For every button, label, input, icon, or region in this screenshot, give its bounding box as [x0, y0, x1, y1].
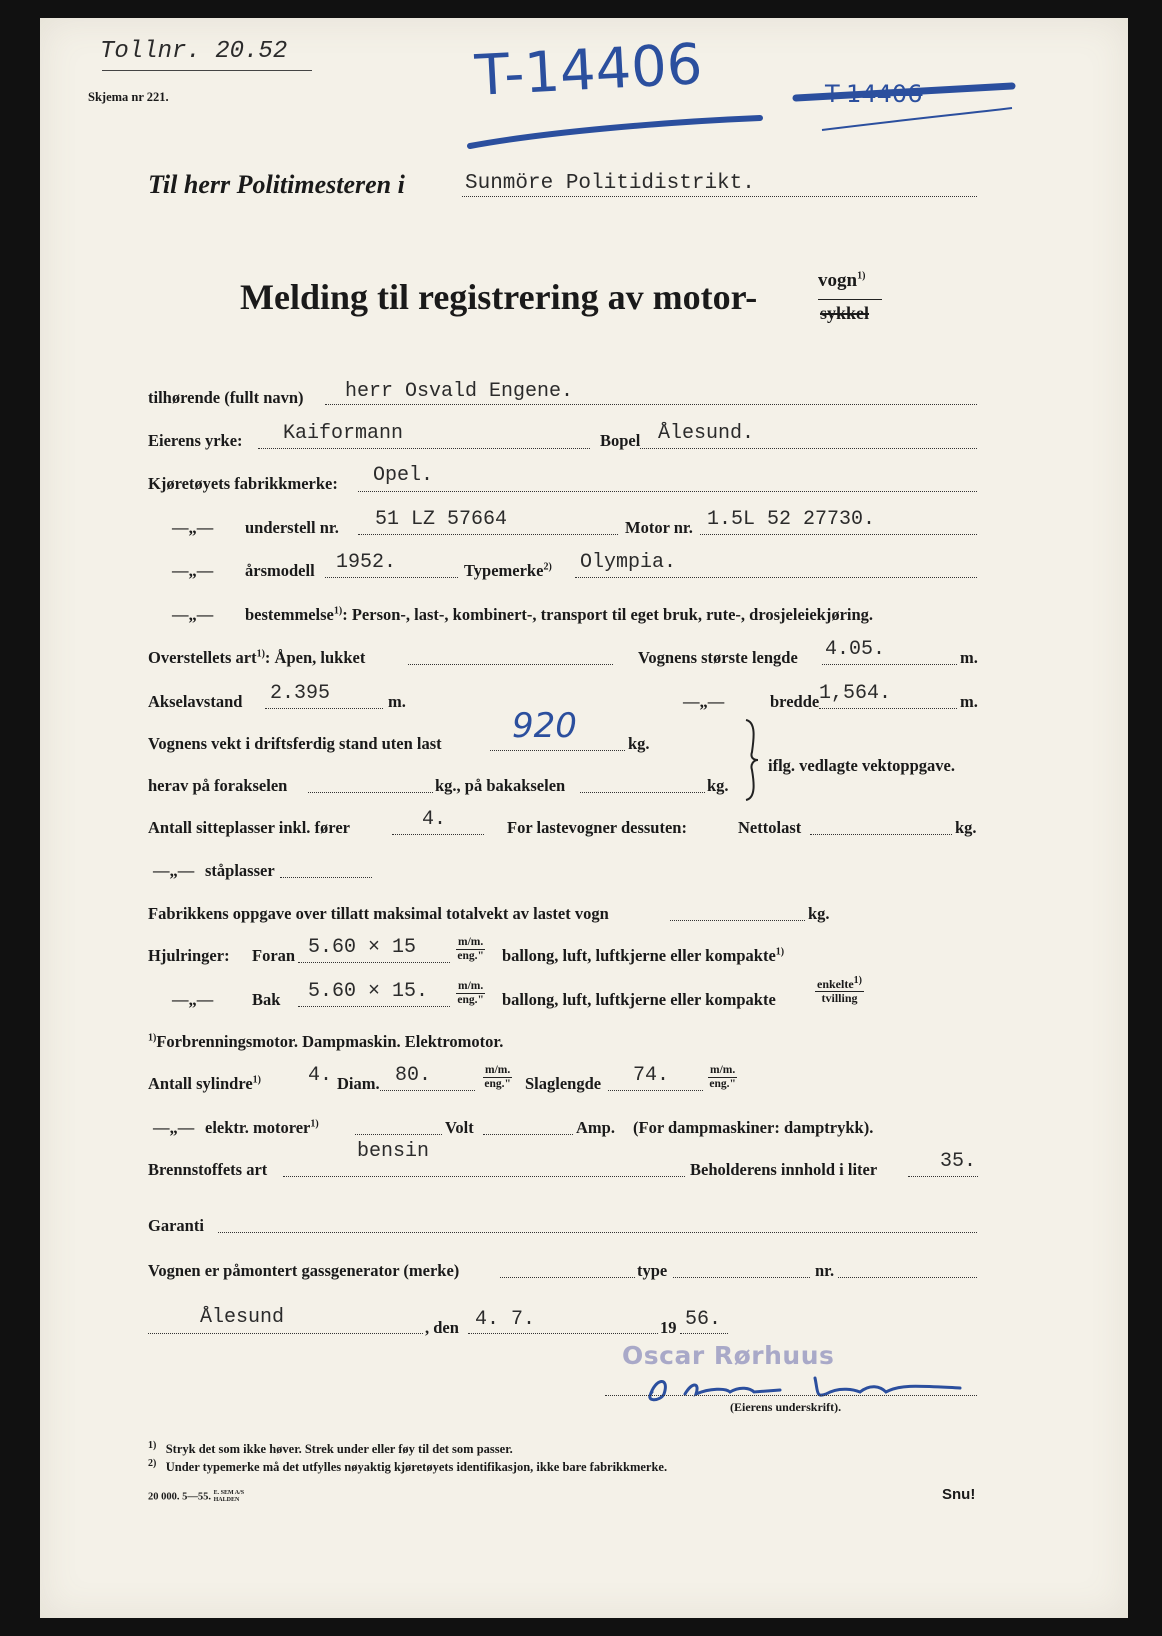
fuel-line	[283, 1176, 685, 1177]
seats-value: 4.	[422, 808, 447, 831]
tyres-rear-label: Bak	[252, 990, 281, 1009]
weight-line	[490, 750, 625, 751]
stroke-line	[608, 1090, 703, 1091]
max-weight-unit: kg.	[808, 904, 830, 923]
printer-name: E. SEM A/S HALDEN	[213, 1490, 245, 1503]
chassis-value: 51 LZ 57664	[375, 508, 508, 531]
gasgen-type-line	[673, 1277, 810, 1278]
ditto-mark: —„—	[153, 1118, 195, 1137]
residence-label: Bopel	[600, 431, 641, 450]
occupation-label: Eierens yrke:	[148, 431, 243, 450]
stroke-unit: $\frac{m/m.}{\text{eng."}}$	[709, 1064, 736, 1090]
type-line	[575, 577, 977, 578]
occupation-line	[258, 448, 590, 449]
tank-line	[908, 1176, 978, 1177]
year-label: årsmodell	[245, 561, 315, 580]
amp-label: Amp.	[576, 1118, 615, 1137]
rear-axle-label: kg., på bakakselen	[435, 776, 566, 795]
tyres-front-line	[298, 962, 450, 963]
ditto-mark: —„—	[683, 692, 725, 711]
volt-line	[483, 1134, 573, 1135]
tyres-front-unit: $\frac{m/m.}{\text{eng."}}$	[457, 936, 484, 962]
width-line	[819, 708, 957, 709]
curly-brace	[740, 718, 762, 802]
volt-label: Volt	[445, 1118, 474, 1137]
front-axle-label: herav på forakselen	[148, 776, 288, 795]
year-line	[325, 577, 458, 578]
title-divider	[818, 299, 882, 300]
wheelbase-value: 2.395	[270, 682, 331, 705]
wheelbase-label: Akselavstand	[148, 692, 243, 711]
elmotor-label: elektr. motorer$^{1)}$	[205, 1118, 319, 1137]
weight-unit: kg.	[628, 734, 650, 753]
turn-over-note: Snu!	[942, 1486, 976, 1503]
netload-line	[810, 834, 952, 835]
rear-axle-unit: kg.	[707, 776, 729, 795]
elmotor-line	[355, 1134, 442, 1135]
max-weight-label: Fabrikkens oppgave over tillatt maksimal totalvekt av lastet vogn	[148, 904, 609, 923]
residence-value: Ålesund.	[658, 422, 755, 445]
wheelbase-line	[265, 708, 383, 709]
truck-label: For lastevogner dessuten:	[507, 818, 687, 837]
year-line	[680, 1333, 728, 1334]
width-label: bredde	[770, 692, 820, 711]
length-line	[822, 664, 957, 665]
title-option-sykkel: sykkel	[820, 303, 870, 323]
max-weight-line	[670, 920, 805, 921]
form-title: Melding til registrering av motor-	[240, 277, 758, 317]
motor-kind: $^{1)}$Forbrenningsmotor. Dampmaskin. Elektromotor.	[148, 1032, 504, 1051]
fuel-value: bensin	[357, 1140, 430, 1163]
stroke-value: 74.	[633, 1064, 670, 1087]
tyres-front-label: Foran	[252, 946, 296, 965]
addressee-label: Til herr Politimesteren i	[148, 170, 405, 199]
form-sheet	[40, 18, 1128, 1618]
owner-label: tilhørende (fullt navn)	[148, 388, 304, 407]
tyres-rear-unit: $\frac{m/m.}{\text{eng."}}$	[457, 980, 484, 1006]
make-value: Opel.	[373, 464, 434, 487]
diam-value: 80.	[395, 1064, 432, 1087]
diam-line	[380, 1090, 475, 1091]
fuel-label: Brennstoffets art	[148, 1160, 268, 1179]
gasgen-label: Vognen er påmontert gassgenerator (merke)	[148, 1261, 460, 1280]
engine-label: Motor nr.	[625, 518, 693, 537]
engine-line	[700, 534, 977, 535]
tyres-rear-line	[298, 1006, 450, 1007]
print-info: 20 000. 5—55. E. SEM A/S HALDEN	[148, 1490, 266, 1504]
chassis-label: understell nr.	[245, 518, 339, 537]
weight-label: Vognens vekt i driftsferdig stand uten last	[148, 734, 442, 753]
weight-note: iflg. vedlagte vektoppgave.	[768, 756, 955, 775]
guarantee-line	[218, 1232, 977, 1233]
make-label: Kjøretøyets fabrikkmerke:	[148, 474, 338, 493]
occupation-value: Kaiformann	[283, 422, 404, 445]
wheelbase-unit: m.	[388, 692, 406, 711]
make-line	[358, 491, 977, 492]
diam-label: Diam.	[337, 1074, 380, 1093]
signature-line	[605, 1395, 977, 1396]
purpose-label: bestemmelse$^{1)}$: Person-, last-, kombinert-, transport til eget bruk, rute-, drosjeleiekjøring.	[245, 605, 874, 624]
seats-label: Antall sitteplasser inkl. fører	[148, 818, 350, 837]
cylinders-label: Antall sylindre$^{1)}$	[148, 1074, 262, 1093]
form-number: Skjema nr 221.	[88, 90, 169, 104]
date-line	[468, 1333, 658, 1334]
footnote-1: $^{1)}$ Stryk det som ikke høver. Strek under eller føy til det som passer.	[148, 1440, 513, 1457]
footnote-2: $^{2)}$ Under typemerke må det utfylles nøyaktig kjøretøyets identifikasjon, ikke bare fabrikkmerke.	[148, 1458, 668, 1475]
gasgen-nr-label: nr.	[815, 1261, 835, 1280]
front-axle-line	[308, 792, 433, 793]
residence-line	[640, 448, 977, 449]
ditto-mark: —„—	[172, 605, 214, 624]
tyres-rear-type: ballong, luft, luftkjerne eller kompakte	[502, 990, 776, 1009]
body-label: Overstellets art$^{1)}$: Åpen, lukket	[148, 648, 366, 667]
tyres-single-twin: $\frac{enkelte^{1)}}{\text{tvilling}}$	[817, 975, 862, 1005]
seats-line	[392, 834, 484, 835]
addressee-line	[462, 196, 977, 197]
tollnr-note: Tollnr. 20.52	[100, 38, 288, 65]
place-line	[148, 1333, 423, 1334]
blue-strike-stroke	[792, 78, 1022, 138]
tank-value: 35.	[940, 1150, 977, 1173]
ditto-mark: —„—	[172, 561, 214, 580]
type-value: Olympia.	[580, 551, 677, 574]
cylinders-value: 4.	[308, 1064, 333, 1087]
gasgen-type-label: type	[637, 1261, 668, 1280]
weight-value: 920	[512, 706, 577, 746]
ditto-mark: —„—	[172, 990, 214, 1009]
guarantee-label: Garanti	[148, 1216, 204, 1235]
engine-value: 1.5L 52 27730.	[707, 508, 876, 531]
addressee-value: Sunmöre Politidistrikt.	[465, 172, 755, 195]
length-unit: m.	[960, 648, 978, 667]
tollnr-underline	[102, 70, 312, 71]
stroke-label: Slaglengde	[525, 1074, 602, 1093]
chassis-line	[358, 534, 618, 535]
netload-label: Nettolast	[738, 818, 802, 837]
year-suffix: 56.	[685, 1308, 722, 1331]
owner-line	[325, 404, 977, 405]
length-value: 4.05.	[825, 638, 886, 661]
steam-label: (For dampmaskiner: damptrykk).	[633, 1118, 874, 1137]
tank-label: Beholderens innhold i liter	[690, 1160, 878, 1179]
date-value: 4. 7.	[475, 1308, 536, 1331]
owner-value: herr Osvald Engene.	[345, 380, 574, 403]
standing-label: ståplasser	[205, 861, 275, 880]
width-unit: m.	[960, 692, 978, 711]
gasgen-nr-line	[838, 1277, 977, 1278]
diam-unit: $\frac{m/m.}{\text{eng."}}$	[484, 1064, 511, 1090]
year-prefix: 19	[660, 1318, 677, 1337]
gasgen-line	[500, 1277, 635, 1278]
blue-underline-stroke	[465, 108, 765, 158]
tyres-label: Hjulringer:	[148, 946, 230, 965]
type-label: Typemerke$^{2)}$	[464, 561, 552, 580]
title-option-vogn: vogn$^{1)}$	[818, 270, 866, 291]
tyres-rear-value: 5.60 × 15.	[308, 980, 429, 1003]
owner-stamp: Oscar Rørhuus	[622, 1341, 835, 1370]
struck-registration-number: T-14406	[825, 80, 923, 108]
registration-number: T-14406	[473, 32, 704, 109]
ditto-mark: —„—	[172, 518, 214, 537]
place-value: Ålesund	[200, 1306, 285, 1329]
width-value: 1,564.	[819, 682, 892, 705]
tyres-front-type: ballong, luft, luftkjerne eller kompakte$^{1)}$	[502, 946, 785, 965]
signature-caption: (Eierens underskrift).	[730, 1400, 842, 1414]
ditto-mark: —„—	[153, 861, 195, 880]
length-label: Vognens største lengde	[638, 648, 798, 667]
date-label: , den	[425, 1318, 459, 1337]
standing-line	[280, 877, 372, 878]
tyres-front-value: 5.60 × 15	[308, 936, 417, 959]
year-value: 1952.	[336, 551, 397, 574]
netload-unit: kg.	[955, 818, 977, 837]
body-line	[408, 664, 613, 665]
rear-axle-line	[580, 792, 705, 793]
